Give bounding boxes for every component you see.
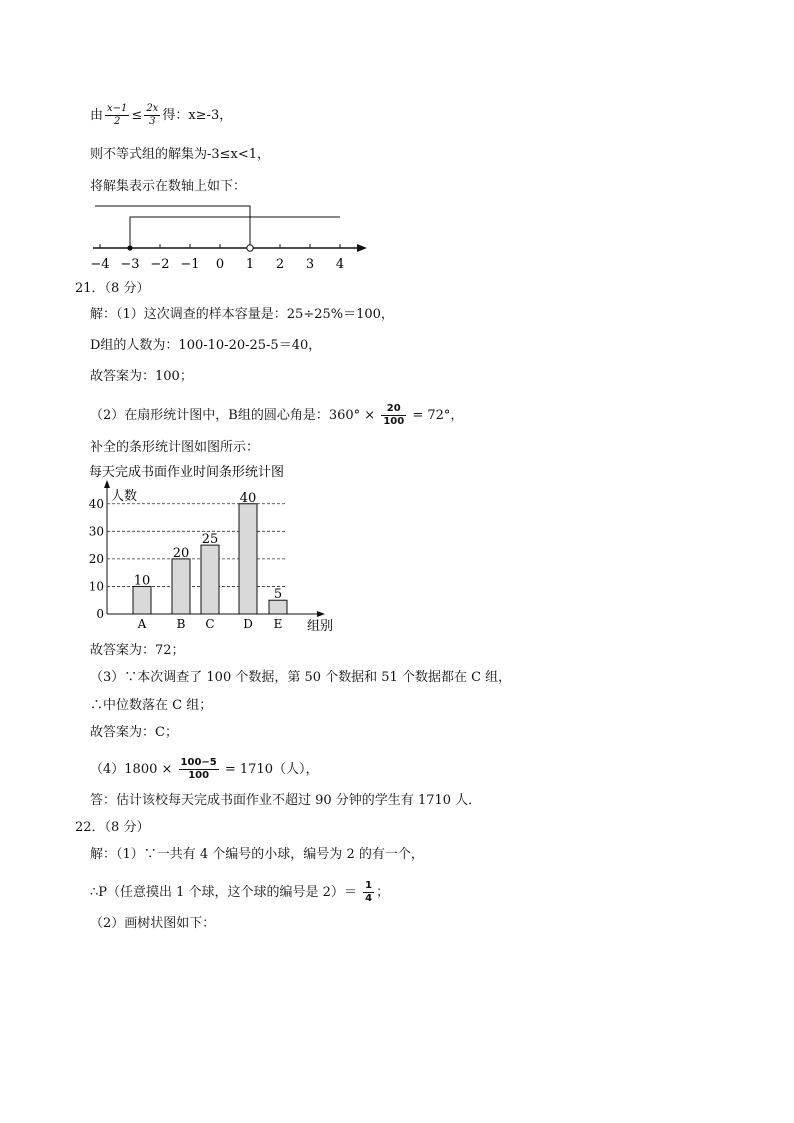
chart-title: 每天完成书面作业时间条形统计图 (89, 465, 285, 480)
bar-value-label: 5 (273, 587, 283, 603)
x-tick-label: D (243, 617, 253, 631)
number-line (85, 198, 385, 273)
q21-step3: 故答案为：100； (90, 369, 193, 384)
q21-step2: D组的人数为：100-10-20-25-5＝40， (90, 338, 322, 353)
q21-step5: 补全的条形统计图如图所示： (90, 440, 260, 455)
q21-step1: 解：（1）这次调查的样本容量是：25÷25%＝100， (90, 307, 394, 322)
q21-step9: 故答案为：C； (90, 725, 178, 740)
x-axis-arrow (317, 611, 325, 617)
text-pre: 由 (90, 108, 104, 123)
q21-heading: 21．（8 分） (75, 281, 150, 296)
q21-answer: 答：估计该校每天完成书面作业不超过 90 分钟的学生有 1710 人． (90, 793, 482, 808)
fraction-1: $\frac{x-1}{2}$ (107, 103, 128, 127)
q22-step2: ∴P（任意摸出 1 个球，这个球的编号是 2）＝ $\frac{1}{4}$ ； (90, 880, 390, 904)
q22-step3: （2）画树状图如下： (90, 916, 216, 931)
q21-step6: 故答案为：72； (90, 643, 185, 658)
bar-value-label: 20 (172, 545, 190, 561)
x-tick-label: A (137, 617, 147, 631)
x-tick-label: E (273, 617, 283, 631)
open-point (247, 245, 253, 251)
y-tick-label: 30 (88, 524, 104, 539)
bar-B (172, 559, 190, 614)
y-tick-label: 40 (88, 496, 104, 511)
y-tick-label: 20 (88, 551, 104, 566)
bar-chart (85, 460, 365, 640)
solution-set-line: 则不等式组的解集为-3≤x<1， (90, 147, 271, 162)
axis-arrow (357, 244, 367, 252)
q21-step10: （4）1800 × $\frac{100-5}{100}$ = 1710（人）， (90, 757, 319, 781)
region-geq-minus-3 (130, 217, 340, 248)
fraction-1-4: $\frac{1}{4}$ (365, 880, 373, 904)
fraction-2: $\frac{2x}{3}$ (146, 103, 159, 127)
inequality-line (90, 103, 232, 128)
region-less-than-1 (95, 206, 250, 248)
tick-label: 3 (305, 257, 315, 272)
tick-label: 1 (245, 257, 255, 272)
tick-label: −1 (180, 257, 200, 272)
y-tick-label: 0 (96, 607, 104, 621)
bar-value-label: 10 (133, 573, 151, 589)
tick-label: −2 (150, 257, 170, 272)
q21-step8: ∴中位数落在 C 组； (90, 698, 213, 713)
numberline-intro: 将解集表示在数轴上如下： (90, 179, 247, 194)
bar-value-label: 40 (239, 490, 257, 506)
bar-C (201, 545, 219, 614)
bar-E (269, 600, 287, 614)
bar-A (133, 586, 151, 614)
leq-sign: ≤ (131, 108, 143, 123)
tick-label: 2 (275, 257, 285, 272)
tick-label: 0 (215, 257, 225, 272)
y-axis-title: 人数 (111, 489, 138, 504)
x-tick-label: B (176, 617, 186, 631)
solid-point (127, 245, 132, 250)
q21-step4: （2）在扇形统计图中，B组的圆心角是：360° × $\frac{20}{100}$ = 72°， (90, 403, 464, 427)
q22-heading: 22．（8 分） (75, 820, 150, 835)
tick-label: −3 (120, 257, 140, 272)
text-post: 得：x≥-3， (162, 108, 233, 123)
tick-label: 4 (335, 257, 345, 272)
y-tick-label: 10 (88, 579, 104, 594)
bar-D (239, 504, 257, 614)
fraction-95-100: $\frac{100-5}{100}$ (180, 757, 217, 781)
q22-step1: 解：（1）∵一共有 4 个编号的小球，编号为 2 的有一个， (90, 847, 424, 862)
x-axis-title: 组别 (307, 619, 334, 634)
fraction-20-100: $\frac{20}{100}$ (383, 403, 405, 427)
y-axis-arrow (104, 480, 110, 488)
bar-value-label: 25 (201, 532, 219, 548)
q21-step7: （3）∵本次调查了 100 个数据，第 50 个数据和 51 个数据都在 C 组， (90, 670, 512, 685)
x-tick-label: C (205, 617, 215, 631)
tick-label: −4 (90, 257, 110, 272)
